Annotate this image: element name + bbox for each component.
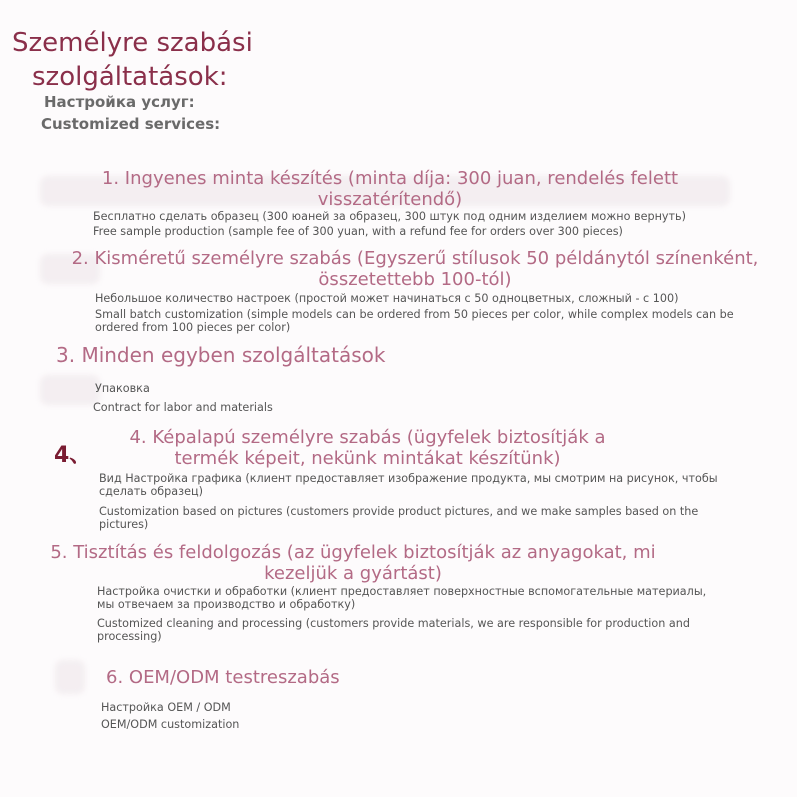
subtitle-ru: Настройка услуг: <box>44 93 195 111</box>
item-3-ru: Упаковка <box>95 382 150 395</box>
item-3-en: Contract for labor and materials <box>93 401 273 414</box>
item-2-en: Small batch customization (simple models can be ordered from 50 pieces per color, while complex models can be ordered from 100 pieces per color) <box>95 308 734 334</box>
item-2-heading: 2. Kisméretű személyre szabás (Egyszerű stílusok 50 példánytól színenként, összetettebb 100-tól) <box>71 248 759 290</box>
background-smudge <box>40 375 100 405</box>
item-5-en: Customized cleaning and processing (customers provide materials, we are responsible for production and processing) <box>97 617 690 643</box>
page-title-line1: Személyre szabási <box>12 28 253 58</box>
item-6-ru: Настройка OEM / ODM <box>101 701 231 714</box>
page-title-line2: szolgáltatások: <box>32 62 228 92</box>
item-6-heading: 6. OEM/ODM testreszabás <box>106 667 340 688</box>
item-4-en: Customization based on pictures (customers provide product pictures, and we make samples based on the pictures) <box>99 505 699 531</box>
item-1-en: Free sample production (sample fee of 300 yuan, with a refund fee for orders over 300 pieces) <box>93 225 623 238</box>
item-4-heading: 4. Képalapú személyre szabás (ügyfelek biztosítják a termék képeit, nekünk mintákat készítünk) <box>129 427 606 469</box>
item-5-heading: 5. Tisztítás és feldolgozás (az ügyfelek biztosítják az anyagokat, mi kezeljük a gyártást) <box>50 542 656 584</box>
item-4-ru: Вид Настройка графика (клиент предоставляет изображение продукта, мы смотрим на рисунок, чтобы сделать образец) <box>99 472 718 498</box>
item-1-heading: 1. Ingyenes minta készítés (minta díja: 300 juan, rendelés felett visszatérítendő) <box>101 168 679 210</box>
background-smudge <box>55 660 85 694</box>
item-3-heading: 3. Minden egyben szolgáltatások <box>56 343 386 367</box>
item-4-number-badge: 4、 <box>54 443 92 468</box>
item-1-ru: Бесплатно сделать образец (300 юаней за образец, 300 штук под одним изделием можно вернуть) <box>93 210 687 223</box>
item-5-ru: Настройка очистки и обработки (клиент предоставляет поверхностные вспомогательные материалы, мы отвечаем за производство и обработку) <box>97 585 707 611</box>
subtitle-en: Customized services: <box>41 115 221 133</box>
item-2-ru: Небольшое количество настроек (простой может начинаться с 50 одноцветных, сложный - с 100) <box>95 292 679 305</box>
item-6-en: OEM/ODM customization <box>101 718 240 731</box>
